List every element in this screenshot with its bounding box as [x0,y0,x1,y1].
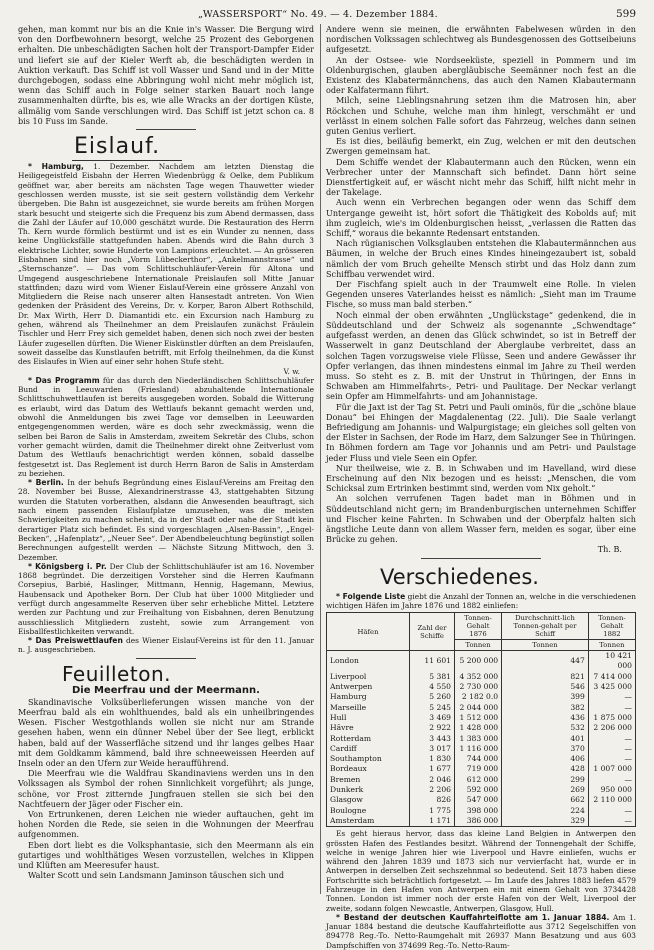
average-cell: 532 [502,723,589,733]
average-cell: 436 [502,713,589,723]
tonnage-1876-cell: 719 000 [455,764,502,774]
ships-cell: 1 677 [410,764,455,774]
ships-cell: 1 830 [410,754,455,764]
port-cell: Hull [327,713,410,723]
feuilleton-paragraph: Walter Scott und sein Landsmann Jaminson täuschen sich und [28,870,285,881]
tonnage-1882-cell: — [588,744,635,754]
tonnage-1882-cell: — [588,806,635,816]
table-row [327,682,636,692]
col-header-tonnage-1876: Tonnen-Gehalt 1876 [455,613,502,640]
section-divider [136,658,196,659]
tonnage-1882-cell: — [588,692,635,702]
table-row [327,692,636,702]
ships-cell: 3 017 [410,744,455,754]
hamburg-signature: V. w. [283,366,300,376]
heading-underline [72,160,182,161]
port-cell: Glasgow [327,795,410,805]
eislauf-heading: Eislauf. [74,134,161,160]
shipwreck-article: gehen, man kommt nur bis an die Knie in's Wasser. Die Bergung wird von den Dorfbewohnern besorgt, welche 25 Prozent des Geborgenen erhalten. Die unbeschädigten Sachen holt der Transport-Dampfer Eider und liefert sie auf der Kieler Werft ab, die beschädigten werden in Auktion verkauft. Das Schiff ist voll Wasser und Sand und in der Mitte durchgebogen, sodass eine Abbringung wohl nicht mehr möglich ist, wenn das Schiff auch in Folge seiner starken Bauart noch lange zusammenhalten dürfte, bis es, wie alle Wracks an der dortigen Küste, allmälig vom Sande verschlungen wird. Das Schiff ist jetzt schon ca. 8 bis 10 Fuss im Sande. [18,24,314,126]
ships-cell: 2 206 [410,785,455,795]
table-row [327,744,636,754]
average-cell: 662 [502,795,589,805]
table-row [327,785,636,795]
average-cell: 399 [502,692,589,702]
ships-cell: 2 046 [410,775,455,785]
tonnage-1876-cell: 1 383 000 [455,734,502,744]
tonnage-1876-cell: 547 000 [455,795,502,805]
tonnage-1882-cell: 1 007 000 [588,764,635,774]
tonnage-1876-cell: 1 116 000 [455,744,502,754]
table-row [327,703,636,713]
verschiedenes-heading: Verschiedenes. [380,564,539,589]
tonnage-1882-cell: 10 421 000 [588,651,635,672]
average-cell: 299 [502,775,589,785]
column-divider [320,24,321,894]
ships-cell: 2 922 [410,723,455,733]
col-header-tonnage-1882: Tonnen-Gehalt 1882 [588,613,635,640]
ships-cell: 826 [410,795,455,805]
tonnage-1882-cell: 7 414 000 [588,672,635,682]
average-cell: 269 [502,785,589,795]
koenigsberg-lead: * Königsberg i. Pr. [28,561,107,571]
feuilleton-paragraph: Skandinavische Volksüberlieferungen wissen manche von der Meerfrau bald als ein wohlthuendes, bald als ein unheilbringendes Wesen. Fischer Westgothlands wollen sie nicht nur am Strande gesehen haben, wenn ein dünner Nebel über der See liegt, erblickt haben, bald auf der Wasserfläche sitzend und ihr langes gelbes Haar mit dem Goldkamm kämmend, bald ihre schneeweissen Heerden auf Inseln oder an den Ufern zur Weide heraufführend. [18,696,314,768]
feuilleton-paragraph: An der Ostsee- wie Nordseeküste, speziell in Pommern und im Oldenburgischen, glauben abergläubische Seemänner noch fest an die Existenz des Klabatermännchens, das auch den Namen Klabautermann oder Kalfatermann führt. [326,54,636,96]
col-header-average: Durchschnitt-lich Tonnen-gehalt per Schiff [502,613,589,640]
tonnage-1876-cell: 744 000 [455,754,502,764]
tonnage-1882-cell: — [588,754,635,764]
hamburg-lead: * Hamburg, [28,162,84,172]
right-column [326,24,636,950]
unit-label: Tonnen [502,640,589,651]
unit-label: Tonnen [455,640,502,651]
feuilleton-signature: Th. B. [597,544,622,555]
average-cell: 821 [502,672,589,682]
table-header-row [327,613,636,640]
ships-cell: 3 469 [410,713,455,723]
port-cell: Boulogne [327,806,410,816]
tonnage-1876-cell: 1 512 000 [455,713,502,723]
table-row [327,713,636,723]
average-cell: 428 [502,764,589,774]
feuilleton-paragraph: Die Meerfrau wie die Waldfrau Skandinaviens werden uns in den Volkssagen als Symbol der rohen Sinnlichkeit vorgeführt; als junge, schöne, vor Frost zitternde Jungfrauen stellen sie sich bei den Nachtfeuern der Jäger oder Fischer ein. [18,768,314,809]
tonnage-1876-cell: 592 000 [455,785,502,795]
port-tonnage-table [326,612,636,827]
tonnage-1876-cell: 612 000 [455,775,502,785]
tonnage-1876-cell: 4 352 000 [455,672,502,682]
average-cell: 382 [502,703,589,713]
feuilleton-subtitle: Die Meerfrau und der Meermann. [72,684,260,696]
col-header-ships: Zahl der Schiffe [410,613,455,651]
ships-cell: 4 550 [410,682,455,692]
table-body [327,651,636,827]
tonnage-1882-cell: 2 110 000 [588,795,635,805]
section-divider [136,129,196,130]
preis-lead: * Das Preiswettlaufen [28,636,123,646]
tonnage-1882-cell: 1 875 000 [588,713,635,723]
publication-title: „WASSERSPORT“ No. 49. — 4. Dezember 1884. [198,8,438,20]
tonnage-1876-cell: 398 000 [455,806,502,816]
tonnage-intro: * Folgende Liste giebt die Anzahl der Tonnen an, welche in die verschiedenen wichtigen Häfen im Jahre 1876 und 1882 einliefen: [326,591,636,610]
port-cell: Dunkerk [327,785,410,795]
average-cell: 370 [502,744,589,754]
table-row [327,795,636,805]
ships-cell: 1 775 [410,806,455,816]
port-cell: Bremen [327,775,410,785]
average-cell: 401 [502,734,589,744]
table-row [327,723,636,733]
feuilleton-paragraph: An solchen verrufenen Tagen badet man in Böhmen und in Süddeutschland nicht gern; im Brandenburgischen unternehmen Schiffer und Fischer keine Fahrten. In Schwaben und der Oberpfalz halten sich ängstliche Leute dann von allem Wasser fern, meiden es sogar, über eine Brücke zu gehen. [326,493,636,545]
average-cell: 447 [502,651,589,672]
tonnage-1882-cell: — [588,775,635,785]
average-cell: 329 [502,816,589,827]
liste-lead: * Folgende Liste [336,591,406,601]
tonnage-1876-cell: 5 200 000 [455,651,502,672]
ships-cell: 5 260 [410,692,455,702]
feuilleton-paragraph: Es ist dies, beiläufig bemerkt, ein Zug, welchen er mit den deutschen Zwergen gemeinsam hat. [326,136,636,157]
feuilleton-paragraph: Milch, seine Lieblingsnahrung setzen ihm die Matrosen hin, aber Röckchen und Schuhe, welche man ihm hinlegt, verschmäht er und verlässt in einem solchen Falle sofort das Fahrzeug, welches dann seinen guten Genius verliert. [326,95,636,137]
port-cell: Hamburg [327,692,410,702]
tonnage-1882-cell: — [588,703,635,713]
tonnage-commentary: Es geht hieraus hervor, dass das kleine Land Belgien in Antwerpen den grössten Hafen des Festlandes besitzt. Während der Tonnengehalt der Schiffe, welche in wenige Jahren hier wie Liverpool und Havre einliefen, wuchs er während den Jahren 1839 und 1873 sich nur vervierfacht hat, wurde er in Antwerpen in derselben Zeit sechszehnmal so bedeutend. Seit 1873 haben diese Fortschritte sich beträchtlich fortgesetzt. — Im Laufe des Jahres 1883 liefen 4579 Fahrzeuge in den Hafen von Antwerpen ein mit einem Gehalt von 3734428 Tonnen. London ist immer noch der erste Hafen von der Welt, Liverpool der zweite, sodann folgen Newcastle, Antwerpen, Glasgow, Hull. [326,829,636,913]
table-row [327,754,636,764]
page-number: 599 [615,8,636,20]
ships-cell: 1 171 [410,816,455,827]
port-cell: Liverpool [327,672,410,682]
ships-cell: 5 245 [410,703,455,713]
unit-label: Tonnen [588,640,635,651]
ships-cell: 11 601 [410,651,455,672]
tonnage-1876-cell: 2 730 000 [455,682,502,692]
tonnage-1876-cell: 1 428 000 [455,723,502,733]
ships-cell: 3 443 [410,734,455,744]
port-cell: Rotterdam [327,734,410,744]
feuilleton-paragraph: Noch einmal der oben erwähnten „Unglückstage“ gedenkend, die in Süddeutschland und der Schweiz als sogenannte „Schwendtage“ aufgefasst werden, an denen das Glück schwindet, so ist in Betreff der Wasserwelt in ganz Deutschland der Aberglaube verbreitet, dass an solchen Tagen vorzugsweise viele Flüsse, Seen und andere Gewässer ihr Opfer verlangen, das ihnen mindestens einmal im Jahre zu Theil werden muss. So steht es z. B. mit der Unstrut in Thüringen, der Enns in Schwaben am Himmelfahrts-, Petri- und Paulitage. Der Neckar verlangt sein Opfer am Himmelfahrts- und am Johannistage. [326,309,636,402]
port-cell: Marseille [327,703,410,713]
port-cell: Antwerpen [327,682,410,692]
port-cell: Amsterdam [327,816,410,827]
section-divider [421,558,541,559]
feuilleton-paragraph: Nach rügianischen Volksglauben entstehen die Klabautermännchen aus Bäumen, in welche der Bruch eines Kindes hineingezaubert ist, sobald nämlich der vom Bruch geheilte Mensch stirbt und das Holz dann zum Schiffbau verwendet wird. [326,238,636,279]
feuilleton-paragraph: Der Fischfang spielt auch in der Traumwelt eine Rolle. In vielen Gegenden unseres Vaterlandes heisst es nämlich: „Sieht man im Traume Fische, so muss man bald sterben.“ [326,279,636,310]
feuilleton-paragraph: Für die Jaxt ist der Tag St. Petri und Pauli ominös, für die „schöne blaue Donau“ bei Ehingen der Magdalenentag (22. Juli). Die Saale verlangt Befriedigung am Johannis- und Walpurgistage; ein gleiches soll gelten von der Elster in Sachsen, der Rode im Harz, dem Salzunger See in Thüringen. In Böhmen fordern am Tage vor Johannis und am Petri- und Paulstage jeder Fluss und viele Seen ein Opfer. [326,401,636,463]
average-cell: 546 [502,682,589,692]
table-row [327,816,636,827]
table-row [327,764,636,774]
tonnage-1882-cell: — [588,734,635,744]
table-row [327,806,636,816]
average-cell: 406 [502,754,589,764]
average-cell: 224 [502,806,589,816]
feuilleton-paragraph: Nur theilweise, wie z. B. in Schwaben und im Havelland, wird diese Erscheinung auf den Nix bezogen und es heisst: „Menschen, die vom Schicksal zum Ertrinken bestimmt sind, werden vom Nix geholt.“ [326,462,636,494]
fleet-report: * Bestand der deutschen Kauffahrteiflotte am 1. Januar 1884. Am 1. Januar 1884 bestand die deutsche Kauffahrteiflotte aus 3712 Segelschiffen von 894778 Reg.-To. Netto-Raumgehalt mit 26937 Mann Besatzung und aus 603 Dampfschiffen von 374699 Reg.-To. Netto-Raum- [326,912,636,950]
feuilleton-paragraph: Von Ertrunkenen, deren Leichen nie wieder auftauchen, geht im hohen Norden die Rede, sie seien in die Wohnungen der Meerfrau aufgenommen. [18,809,314,840]
tonnage-1876-cell: 2 044 000 [455,703,502,713]
feuilleton-continued: Andere wenn sie meinen, die erwähnten Fabelwesen würden in den nordischen Volkssagen schlechtweg als Bundesgenossen des Gottseibeiuns aufgesetzt. [326,24,636,55]
table-row [327,651,636,672]
page-header [20,6,636,22]
left-column [18,24,314,892]
tonnage-1882-cell: — [588,816,635,827]
tonnage-1882-cell: 3 425 000 [588,682,635,692]
berlin-report: * Berlin. In der behufs Begründung eines Eislauf-Vereins am Freitag den 28. November bei Busse, Alexandrinerstrasse 43, stattgehabten Sitzung wurden die Statuten vorberathen, alsdann die Anwesenden beauftragt, sich nach einem passenden Eislaufplatze umzusehen, was die meisten Schwierigkeiten zu machen scheint, da in der Stadt oder nahe der Stadt kein derartiger Platz sich befindet. Es sind vorgeschlagen „Alsen-Bassin“, „Engel-Becken“, „Hafenplatz“, „Neuer See“. Der Abendbeleuchtung begünstigt sollen Berechnungen aufgestellt werden — Nächste Sitzung Mittwoch, den 3. Dezember. [18,478,315,562]
feuilleton-paragraph: Auch wenn ein Verbrechen begangen oder wenn das Schiff dem Untergange geweiht ist, hört sofort die Thätigkeit des Kobolds auf; mit ihm zugleich, wie's im Oldenburgischen heisst, „verlassen die Ratten das Schiff,“ woraus die bekannte Redensart entstanden. [326,197,636,239]
port-cell: Cardiff [327,744,410,754]
koenigsberg-report: * Königsberg i. Pr. Der Club der Schlittschuhläufer ist am 16. November 1868 begründet. Die derzeitigen Vorsteher sind die Herren Kaufmann Corsepius, Barbié, Haslinger, Mittmann, Hennig, Hagemann, Mewius, Haubensack und Apotheker Born. Der Club hat über 1000 Mitglieder und verfügt durch angesammelte Reserven über sehr erhebliche Mittel. Letztere werden zur Pachtung und zur Freihaltung von Eisbahnen, deren Benutzung ausschliesslich Mitgliedern zusteht, sowie zum Arrangement von Eisballfestlichkeiten verwandt. [18,561,314,636]
table-row [327,672,636,682]
hamburg-report: * Hamburg, 1. Dezember. Nachdem am letzten Dienstag die Heiligegeistfeld Eisbahn der Herren Wiedenbrügg & Oelke, dem Publikum geöffnet war, aber bereits am nächsten Tage wegen Thauwetter wieder geschlossen werden musste, ist sie seit gestern vollständig dem Verkehr übergeben. Die Bahn ist ausgezeichnet, sie wurde bereits am frühen Morgen stark besucht und steigerte sich die Frequenz bis zum Abend dermassen, dass die Zahl der Läufer auf 10,000 geschätzt wurde. Die Restauration des Herrn Th. Kern wurde förmlich bestürmt und ist es ein Wunder zu nennen, dass keine Unglücksfälle stattgefunden haben. Abends wird die Bahn durch 3 elektrische Lichter, sowie Hunderte von Lampions erleuchtet. — An grösseren Eisbahnen sind hier noch „Vorm Lübeckerthor“, „Ankelmannstrasse“ und „Sternschanze“. — Das vom Schlittschuhläufer-Verein für Altona und Umgegend ausgeschriebene Internationale Preislaufen soll Mitte Januar stattfinden; dazu wird vom Wiener Eislauf-Verein eine grössere Anzahl von Mitgliedern die Reise nach unserer alten Hansestadt antreten. Von Wien gedenken der Präsident des Vereins, Dr. v. Korper, Baron Albert Rothschild, Dr. Max Wirth, Herr D. Diamantidi etc. ein Excursion nach Hamburg zu gehen, während als Theilnehmer an dem Preislaufen zunächst Fräulein Tischler und Herr Frey sich gemeldet haben, denen sich noch zwei der besten Läufer zugesellen dürften. Die Wiener Eiskünstler dürften an dem Preislaufen, soweit dasselbe das Kunstlaufen betrifft, mit Erfolg theilnehmen, da die Kunst des Eislaufes in Wien auf einer sehr hohen Stufe steht. [18,162,314,367]
table-row [327,775,636,785]
preis-report: * Das Preiswettlaufen des Wiener Eislauf-Vereins ist für den 11. Januar n. J. ausgeschrieben. [18,636,314,655]
port-cell: Southampton [327,754,410,764]
tonnage-1876-cell: 2 182 0.0 [455,692,502,702]
table-row [327,734,636,744]
port-cell: Bordeaux [327,764,410,774]
col-header-port: Häfen [327,613,410,651]
tonnage-1882-cell: 950 000 [588,785,635,795]
feuilleton-paragraph: Dem Schiffe wendet der Klabautermann auch den Rücken, wenn ein Verbrecher unter der Mannschaft sich befindet. Dann hört seine Dienstfertigkeit auf, er wäscht nicht mehr das Schiff, hilft nicht mehr in der Takelage. [326,156,636,198]
programm-lead: * Das Programm [28,375,100,385]
feuilleton-paragraph: Eben dort liebt es die Volksphantasie, sich den Meermann als ein gutartiges und wohlthätiges Wesen vorzustellen, welches in Klippen und Klüften am Meeresufer haust. [18,839,314,871]
tonnage-1876-cell: 386 000 [455,816,502,827]
ships-cell: 5 381 [410,672,455,682]
bestand-lead: * Bestand der deutschen Kauffahrteiflotte am 1. Januar 1884. [336,912,610,922]
berlin-lead: * Berlin. [28,478,64,488]
programm-report: * Das Programm für das durch den Niederländischen Schlittschuhläufer Bund in Leeuwarden (Friesland) abzuhaltende Internationale Schlittschuhwettlaufen ist bereits ausgegeben worden. Sobald die Witterung es erlaubt, wird das Datum des Wettlaufs bekannt gemacht werden und, obwohl die Anmeldungen bis zwei Tage vor demselben in Leeuwarden entgegengenommen werden, wäre es doch sehr zweckmässig, wenn die selben bei Baron de Salis in Amsterdam, zweitem Sekretär des Clubs, schon vorher gemacht würden, damit die Theilnehmer direkt ohne Zeitverlust vom Datum des Wettlaufs benachrichtigt werden können, sobald dasselbe festgesetzt ist. Das Reglement ist durch Herrn Baron de Salis in Amsterdam zu beziehen. [18,375,314,478]
port-cell: London [327,651,410,672]
feuilleton-heading: Feuilleton. [62,661,171,686]
tonnage-1882-cell: 2 206 000 [588,723,635,733]
port-cell: Hâvre [327,723,410,733]
